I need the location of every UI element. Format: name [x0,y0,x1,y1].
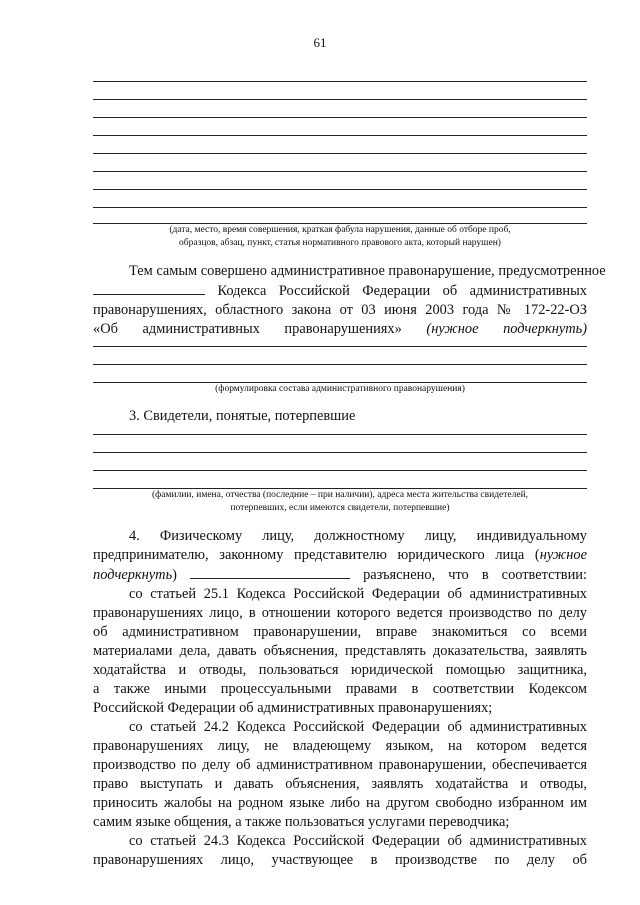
blank-line[interactable] [93,434,587,435]
text-line: Тем самым совершено административное правонарушение, предусмотренное [129,263,606,279]
text-line: со статьей 25.1 Кодекса Российской Федерации об административных [129,586,587,602]
section-4 [93,527,587,870]
section-3-heading: 3. Свидетели, понятые, потерпевшие [129,408,356,424]
article-blank[interactable] [93,281,205,295]
blank-line[interactable] [93,153,587,154]
text-line: правонарушениях лицо, в отношении которого ведется производство по делу [93,605,587,621]
blank-line[interactable] [93,117,587,118]
blank-line[interactable] [93,452,587,453]
text-line: об административном правонарушении, вправе знакомиться со всеми [93,624,587,640]
witnesses-caption: (фамилии, имена, отчества (последние – при наличии), адреса места жительства свидетелей, потерпевших, если имеются свидетели, потерпевшие) [151,490,529,513]
text-line: материалами дела, давать объяснения, представлять доказательства, заявлять [93,643,587,659]
text-line: правонарушениях, областного закона от 03 июня 2003 года № 172-22-ОЗ [93,302,587,318]
underline-note: (нужное подчеркнуть) [426,321,587,337]
text-line: Кодекса Российской Федерации об административных [93,281,587,301]
text-line: предпринимателю, законному представителю юридического лица (нужное [93,547,587,563]
offense-paragraph [93,262,606,339]
text-line: право выступать и давать объяснения, заявлять ходатайства и отводы, [93,776,587,792]
text-line: производство по делу об административном правонарушении, обеспечивается [93,757,587,773]
text-line: приносить жалобы на родном языке либо на другом свободно избранном им [93,795,587,811]
blank-line[interactable] [93,171,587,172]
blank-line[interactable] [93,207,587,208]
text-line: подчеркнуть) разъяснено, что в соответствии: [93,567,587,583]
blank-line[interactable] [93,346,587,347]
text-line: 4. Физическому лицу, должностному лицу, индивидуальному [129,528,587,544]
blank-line[interactable] [93,81,587,82]
text-line: правонарушениях лицо, участвующее в производстве по делу об [93,852,587,868]
blank-line[interactable] [93,99,587,100]
explained-by-blank[interactable] [190,565,350,579]
text-line: «Об административных правонарушениях» (нужное подчеркнуть) [93,321,587,337]
text-line: ходатайства и отводы, пользоваться юридической помощью защитника, [93,662,587,678]
text-line: Российской Федерации об административных правонарушениях; [93,700,493,716]
text-line: а также иными процессуальными правами в соответствии Кодексом [93,681,587,697]
text-line: правонарушениях лицу, не владеющему языком, на котором ведется [93,738,587,754]
violation-caption: (дата, место, время совершения, краткая фабула нарушения, данные об отборе проб, образцов, абзац, пункт, статья нормативного правового акта, который нарушен) [169,225,511,248]
text-line: со статьей 24.2 Кодекса Российской Федерации об административных [129,719,587,735]
blank-line[interactable] [93,135,587,136]
text-line: самим языке общения, а также пользоваться услугами переводчика; [93,814,510,830]
blank-line[interactable] [93,470,587,471]
blank-line[interactable] [93,364,587,365]
text-line: со статьей 24.3 Кодекса Российской Федерации об административных [129,833,587,849]
blank-line[interactable] [93,189,587,190]
offense-caption: (формулировка состава административного правонарушения) [215,384,465,394]
page-number: 61 [313,35,327,50]
